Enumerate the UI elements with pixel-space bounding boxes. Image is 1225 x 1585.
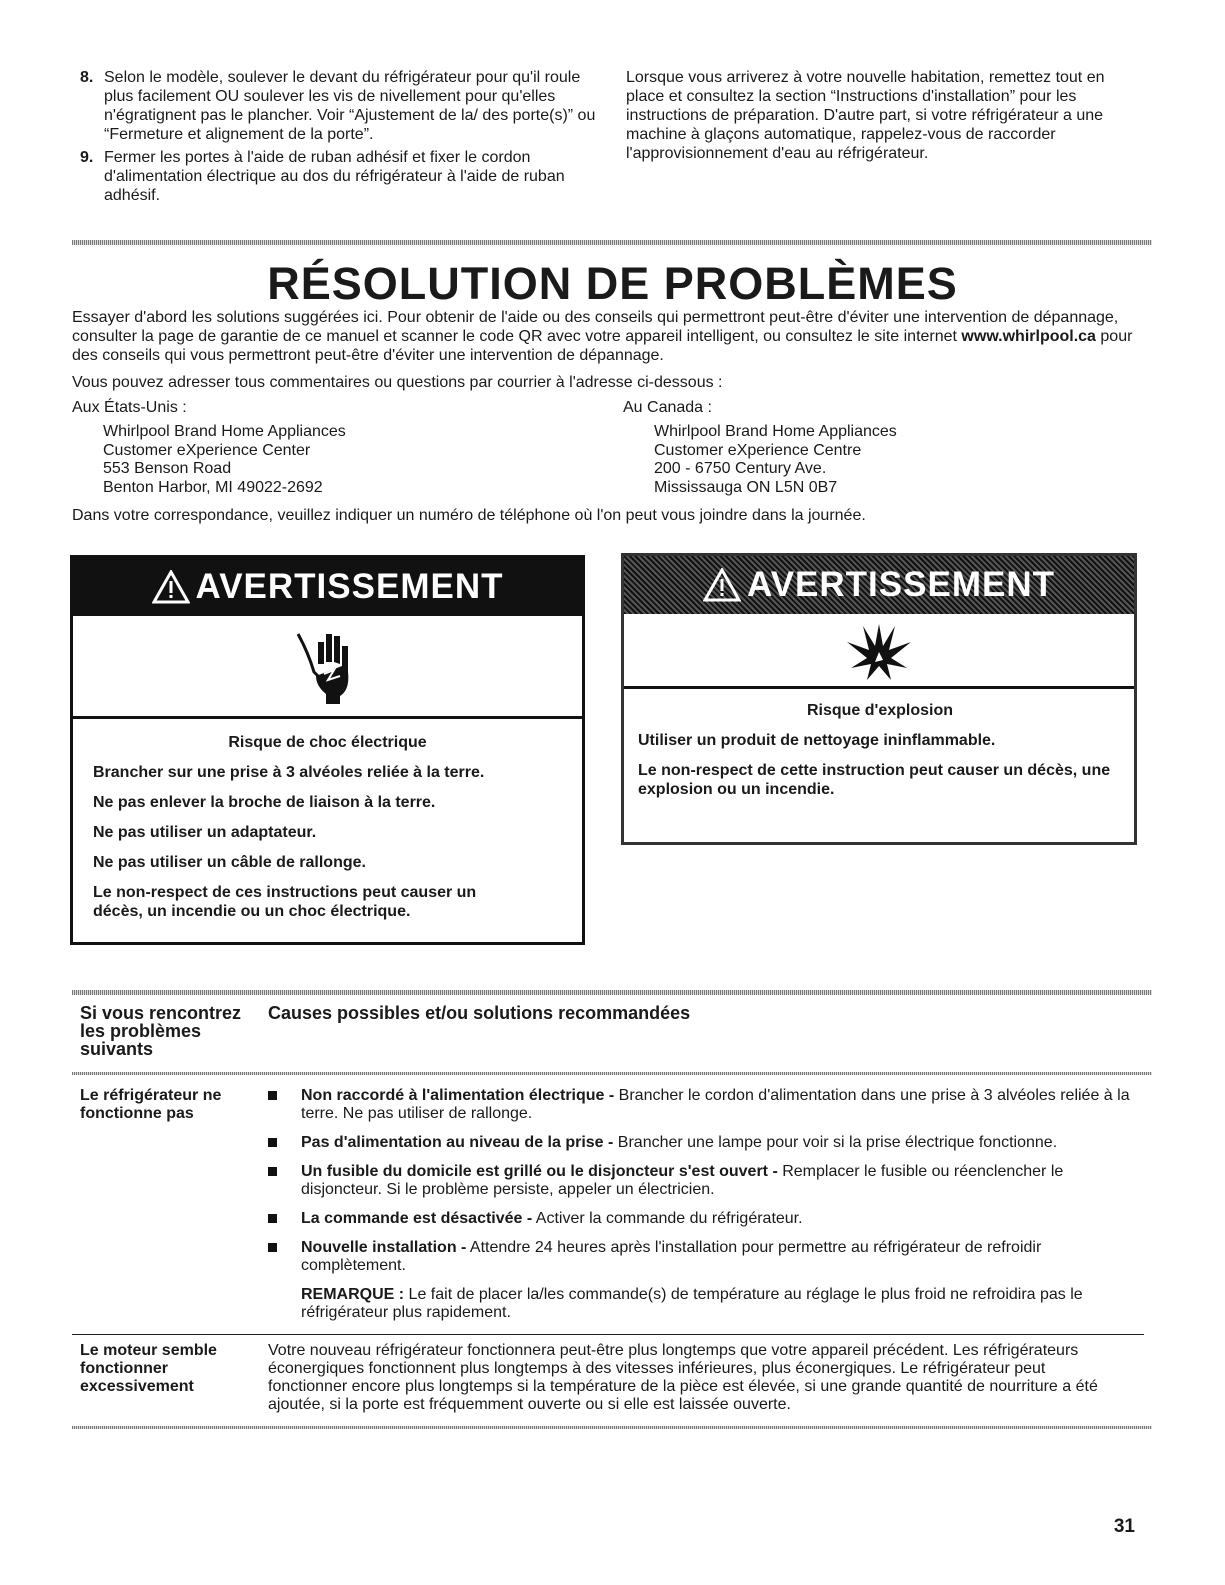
row-divider <box>72 1334 1144 1335</box>
table-col2-header: Causes possibles et/ou solutions recommandées <box>268 1003 691 1023</box>
warning-electric-shock <box>70 555 585 945</box>
step-text: Selon le modèle, soulever le devant du réfrigérateur pour qu'il roule plus facilement OU soulever les vis de nivellement pour qu'elles n'égratignent pas le plancher. Voir “Ajustement de la/ des porte(s)” ou “Fermeture et alignement de la porte”. <box>104 69 596 143</box>
solution-text: Activer la commande du réfrigérateur. <box>532 1210 803 1227</box>
phone-line: Dans votre correspondance, veuillez indiquer un numéro de téléphone où l'on peut vous joindre dans la journée. <box>72 507 866 524</box>
warning-line: Brancher sur une prise à 3 alvéoles reliée à la terre. <box>93 764 485 781</box>
list-item <box>268 1134 1138 1152</box>
warning-body <box>73 719 582 921</box>
warning-triangle-icon <box>152 570 190 604</box>
table-bottom-rule <box>72 1426 1152 1429</box>
warning-line: Ne pas utiliser un câble de rallonge. <box>93 854 366 871</box>
warning-header-text: AVERTISSEMENT <box>747 565 1055 604</box>
address-line: Whirlpool Brand Home Appliances <box>103 423 346 440</box>
note <box>301 1286 1138 1322</box>
steps-list <box>80 68 600 209</box>
table-header-rule <box>72 1072 1152 1075</box>
website-link[interactable]: www.whirlpool.ca <box>961 328 1096 345</box>
cause-title: La commande est désactivée - <box>301 1210 533 1227</box>
list-item <box>268 1239 1138 1275</box>
warning-line: Ne pas enlever la broche de liaison à la terre. <box>93 794 436 811</box>
explosion-icon <box>624 614 1134 689</box>
cause-title: Un fusible du domicile est grillé ou le disjoncteur s'est ouvert - <box>301 1163 778 1180</box>
section-divider <box>72 240 1152 245</box>
bullet-icon <box>268 1214 277 1223</box>
cause-title: Non raccordé à l'alimentation électrique - <box>301 1087 615 1104</box>
list-item <box>268 1087 1138 1123</box>
address-line: Customer eXperience Centre <box>654 441 862 459</box>
address-canada <box>623 398 897 497</box>
intro-text-end: pour des conseils qui vous permettront peut-être d'éviter une intervention de dépannage. <box>72 328 1133 364</box>
intro-paragraph <box>72 308 1152 365</box>
table-col1-header: Si vous rencontrez les problèmes suivants <box>80 1003 242 1059</box>
table-top-rule <box>72 990 1152 995</box>
address-line: Customer eXperience Center <box>103 441 311 459</box>
solution-text: Attendre 24 heures après l'installation pour permettre au réfrigérateur de refroidir complètement. <box>301 1239 1042 1274</box>
solution-text: Brancher le cordon d'alimentation dans une prise à 3 alvéoles reliée à la terre. Ne pas utiliser de rallonge. <box>301 1087 1130 1122</box>
warning-line: Le non-respect de cette instruction peut causer un décès, une explosion ou un incendie. <box>638 762 1111 798</box>
moving-paragraph: Lorsque vous arriverez à votre nouvelle habitation, remettez tout en place et consultez la section “Instructions d'installation” pour les instructions de préparation. D'autre part, si votre réfrigérateur a une machine à glaçons automatique, rappelez-vous de raccorder l'approvisionnement d'eau au réfrigérateur. <box>626 69 1105 162</box>
step-9 <box>80 148 600 205</box>
address-line: 553 Benson Road <box>103 460 232 477</box>
warning-line: Ne pas utiliser un adaptateur. <box>93 824 317 841</box>
warning-line: Utiliser un produit de nettoyage ininflammable. <box>638 732 996 749</box>
comments-line: Vous pouvez adresser tous commentaires ou questions par courrier à l'adresse ci-dessous : <box>72 374 723 391</box>
warning-explosion <box>621 553 1137 845</box>
address-line: Whirlpool Brand Home Appliances <box>654 423 897 440</box>
solution-text: Brancher une lampe pour voir si la prise électrique fonctionne. <box>613 1134 1058 1151</box>
address-us <box>72 398 346 497</box>
address-line: 200 - 6750 Century Ave. <box>654 460 827 477</box>
list-item <box>268 1210 1138 1228</box>
solution-text: Votre nouveau réfrigérateur fonctionnera peut-être plus longtemps que votre appareil précédent. Les réfrigérateurs éconergiques fonctionnent plus longtemps à des vitesses inférieures, plus éconergiques. Le réfrigérateur peut fonctionner encore plus longtemps si la température de la pièce est élevée, si une grande quantité de nourriture a été ajoutée, si la porte est fréquemment ouverte ou si elle est laissée ouverte. <box>268 1342 1098 1413</box>
warning-header-text: AVERTISSEMENT <box>195 567 504 606</box>
solutions-list <box>268 1087 1138 1322</box>
note-label: REMARQUE : <box>301 1286 405 1303</box>
warning-header <box>73 558 582 616</box>
problem-label: Le moteur semble fonctionner excessivement <box>80 1342 217 1395</box>
step-number: 8. <box>80 69 94 86</box>
address-line: Mississauga ON L5N 0B7 <box>654 478 838 496</box>
address-label: Aux États-Unis : <box>72 399 187 416</box>
bullet-icon <box>268 1243 277 1252</box>
problem-label: Le réfrigérateur ne fonctionne pas <box>80 1087 222 1122</box>
page-number: 31 <box>1113 1516 1135 1537</box>
bullet-icon <box>268 1138 277 1147</box>
page-title: RÉSOLUTION DE PROBLÈMES <box>267 258 958 309</box>
note-text: Le fait de placer la/les commande(s) de température au réglage le plus froid ne refroidira pas le réfrigérateur plus rapidement. <box>301 1286 1083 1321</box>
step-8 <box>80 68 600 144</box>
warning-title: Risque d'explosion <box>806 702 954 719</box>
list-item <box>268 1163 1138 1199</box>
warning-line: Le non-respect de ces instructions peut causer un décès, un incendie ou un choc électrique. <box>93 884 477 920</box>
bullet-icon <box>268 1167 277 1176</box>
warning-body <box>624 689 1134 799</box>
bullet-icon <box>268 1091 277 1100</box>
warning-title: Risque de choc électrique <box>228 734 427 751</box>
warning-triangle-icon <box>703 568 741 602</box>
address-label: Au Canada : <box>623 399 712 416</box>
solution-text: Remplacer le fusible ou réenclencher le disjoncteur. Si le problème persiste, appeler un électricien. <box>301 1163 1064 1198</box>
cause-title: Pas d'alimentation au niveau de la prise - <box>301 1134 614 1151</box>
electric-shock-hand-icon <box>73 616 582 719</box>
step-number: 9. <box>80 149 94 166</box>
warning-header <box>624 556 1134 614</box>
cause-title: Nouvelle installation - <box>301 1239 467 1256</box>
address-line: Benton Harbor, MI 49022-2692 <box>103 478 323 496</box>
intro-text: Essayer d'abord les solutions suggérées ici. Pour obtenir de l'aide ou des conseils qui permettront peut-être d'éviter une intervention de dépannage, consulter la page de garantie de ce manuel et scanner le code QR avec votre appareil intelligent, ou consultez le site internet <box>72 309 1119 345</box>
step-text: Fermer les portes à l'aide de ruban adhésif et fixer le cordon d'alimentation électrique au dos du réfrigérateur à l'aide de ruban adhésif. <box>104 149 565 204</box>
